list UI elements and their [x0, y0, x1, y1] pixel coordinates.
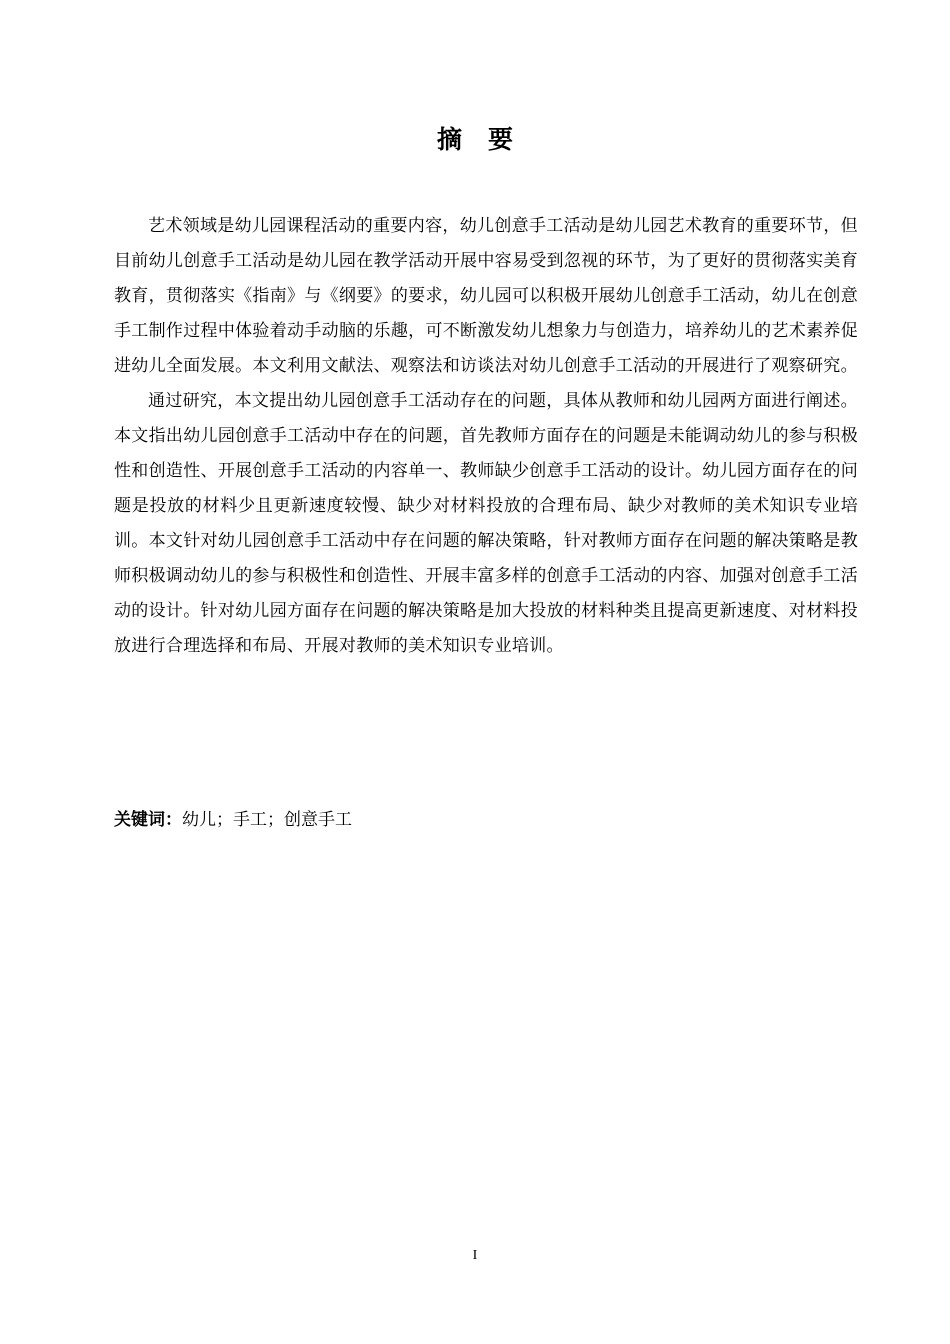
title-char-1: 摘	[436, 125, 462, 154]
keywords-value: 幼儿；手工；创意手工	[182, 810, 352, 830]
page-number: I	[472, 1248, 478, 1263]
page-title	[0, 122, 950, 158]
abstract-body	[114, 209, 858, 664]
abstract-paragraph-1: 艺术领域是幼儿园课程活动的重要内容，幼儿创意手工活动是幼儿园艺术教育的重要环节，但目前幼儿创意手工活动是幼儿园在教学活动开展中容易受到忽视的环节，为了更好的贯彻落实美育教育，贯彻落实《指南》与《纲要》的要求，幼儿园可以积极开展幼儿创意手工活动，幼儿在创意手工制作过程中体验着动手动脑的乐趣，可不断激发幼儿想象力与创造力，培养幼儿的艺术素养促进幼儿全面发展。本文利用文献法、观察法和访谈法对幼儿创意手工活动的开展进行了观察研究。	[114, 216, 858, 376]
keywords-label: 关键词：	[114, 810, 182, 830]
abstract-paragraph-2: 通过研究，本文提出幼儿园创意手工活动存在的问题，具体从教师和幼儿园两方面进行阐述。本文指出幼儿园创意手工活动中存在的问题，首先教师方面存在的问题是未能调动幼儿的参与积极性和创造性、开展创意手工活动的内容单一、教师缺少创意手工活动的设计。幼儿园方面存在的问题是投放的材料少且更新速度较慢、缺少对材料投放的合理布局、缺少对教师的美术知识专业培训。本文针对幼儿园创意手工活动中存在问题的解决策略，针对教师方面存在问题的解决策略是教师积极调动幼儿的参与积极性和创造性、开展丰富多样的创意手工活动的内容、加强对创意手工活动的设计。针对幼儿园方面存在问题的解决策略是加大投放的材料种类且提高更新速度、对材料投放进行合理选择和布局、开展对教师的美术知识专业培训。	[114, 391, 858, 656]
title-char-2: 要	[488, 125, 514, 154]
keywords-line	[114, 803, 858, 838]
